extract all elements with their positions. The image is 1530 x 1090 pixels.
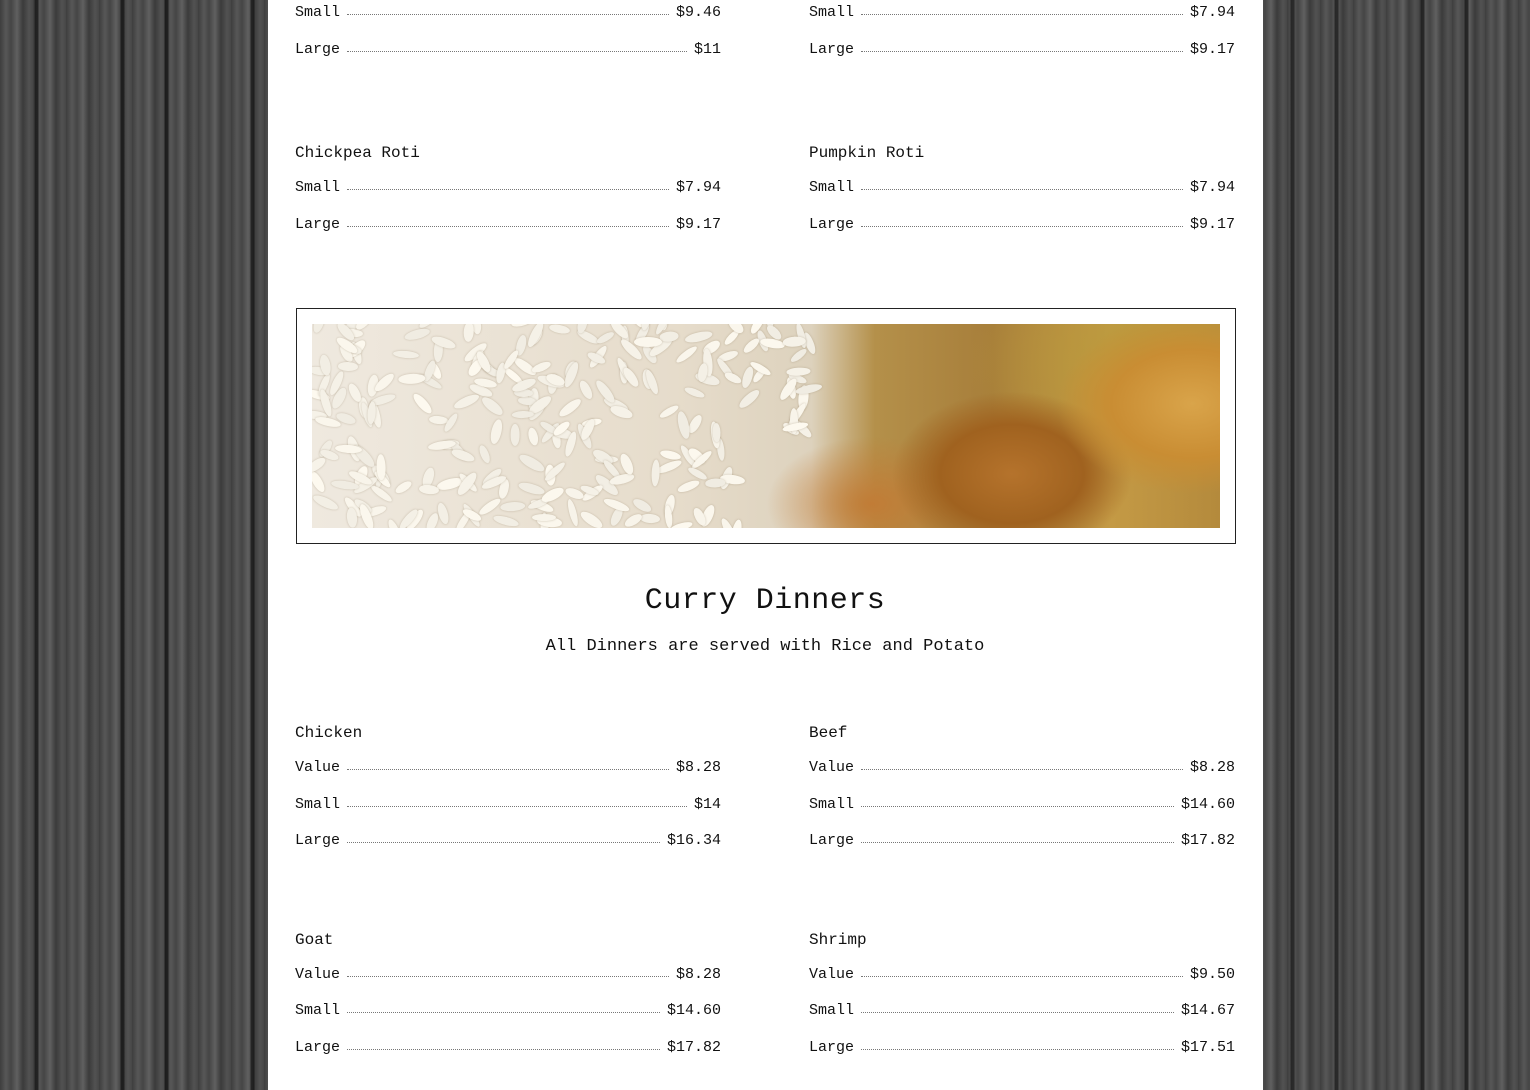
- rice-grain: [392, 350, 418, 359]
- price-value: $7.94: [1189, 4, 1235, 21]
- menu-item-pumpkin-roti: [809, 143, 1235, 250]
- price-value: $9.17: [1189, 40, 1235, 58]
- item-title: Chickpea Roti: [295, 144, 420, 162]
- menu-item-chickpea-roti: [295, 143, 721, 250]
- menu-row: [295, 930, 1235, 1074]
- rice-grain: [312, 469, 327, 493]
- price-row: [809, 214, 1235, 236]
- size-label: Value: [809, 965, 855, 983]
- menu-item-beef: [809, 723, 1235, 867]
- rice-grain: [623, 512, 644, 528]
- size-label: Large: [295, 1038, 341, 1056]
- dot-leader: [347, 793, 687, 807]
- price-row: [809, 2, 1235, 24]
- rice-grain: [337, 361, 357, 370]
- rice-grain: [618, 452, 636, 476]
- rice-grain: [500, 501, 526, 512]
- section-heading: Curry Dinners: [644, 584, 886, 618]
- rice-grain: [477, 443, 492, 464]
- price-row: [295, 757, 721, 779]
- size-label: Value: [295, 965, 341, 983]
- rice-grain: [463, 324, 474, 342]
- rice-grain: [403, 327, 431, 342]
- rice-grain: [737, 387, 762, 410]
- dot-leader: [347, 1036, 660, 1050]
- dot-leader: [861, 999, 1174, 1013]
- rice-grain: [376, 454, 386, 481]
- rice-grain: [397, 373, 425, 384]
- rice-grain: [595, 330, 615, 345]
- roti-section: [295, 0, 1235, 250]
- rice-grain: [526, 324, 546, 349]
- price-row: [809, 1000, 1235, 1022]
- rice-grain: [659, 331, 678, 343]
- dot-leader: [861, 756, 1183, 770]
- size-label: Small: [295, 1002, 341, 1019]
- rice-grain: [675, 344, 699, 365]
- rice-grain: [518, 452, 547, 474]
- curry-dinner-photo: [312, 324, 1220, 528]
- price-row: [809, 757, 1235, 779]
- price-value: $8.28: [675, 759, 721, 776]
- rice-grain: [742, 336, 761, 354]
- dot-leader: [861, 213, 1183, 227]
- price-value: $14.60: [1180, 795, 1235, 813]
- price-row: [809, 964, 1235, 986]
- price-row: [809, 794, 1235, 816]
- price-value: $7.94: [1189, 179, 1235, 196]
- price-row: [809, 39, 1235, 61]
- size-label: Small: [295, 4, 341, 21]
- dot-leader: [347, 829, 660, 843]
- price-row: [295, 964, 721, 986]
- rice-grain: [489, 419, 504, 446]
- price-value: $11: [693, 40, 721, 58]
- price-value: $14.60: [666, 1002, 721, 1019]
- price-row: [809, 830, 1235, 852]
- size-label: Large: [809, 40, 855, 58]
- rice-grain: [557, 396, 583, 419]
- rice-grain: [609, 403, 633, 419]
- size-label: Small: [295, 795, 341, 813]
- rice-grain: [418, 484, 438, 495]
- price-row: [295, 830, 721, 852]
- price-row: [295, 177, 721, 199]
- price-value: $17.51: [1180, 1038, 1235, 1056]
- price-value: $17.82: [666, 1038, 721, 1056]
- item-title: Goat: [295, 930, 334, 949]
- size-label: Small: [809, 1002, 855, 1019]
- menu-item-goat: [295, 930, 721, 1074]
- rice-grain: [452, 392, 480, 411]
- dot-leader: [861, 1036, 1174, 1050]
- menu-item-shrimp: [809, 930, 1235, 1074]
- dot-leader: [861, 793, 1174, 807]
- size-label: Small: [809, 4, 855, 21]
- menu-row: [295, 723, 1235, 867]
- price-value: $16.34: [666, 832, 721, 849]
- price-row: [295, 1000, 721, 1022]
- item-title: Chicken: [295, 724, 363, 742]
- size-label: Large: [809, 215, 855, 233]
- section-subheading: All Dinners are served with Rice and Potato: [545, 637, 985, 656]
- size-label: Large: [809, 1038, 855, 1056]
- dot-leader: [861, 829, 1174, 843]
- rice-grain: [578, 508, 605, 528]
- price-row: [295, 39, 721, 61]
- rice-grain: [631, 497, 653, 515]
- menu-item-right: [809, 0, 1235, 75]
- rice-grain: [684, 329, 713, 344]
- rice-grain: [477, 497, 502, 518]
- menu-row: [295, 143, 1235, 250]
- rice-grain: [634, 337, 662, 347]
- dot-leader: [861, 963, 1183, 977]
- size-label: Value: [809, 759, 855, 776]
- size-label: Small: [809, 179, 855, 196]
- menu-row: [295, 0, 1235, 75]
- menu-page: [268, 0, 1263, 1090]
- rice-grain: [410, 391, 433, 416]
- rice-grain: [683, 386, 705, 400]
- dot-leader: [861, 38, 1183, 52]
- rice-grain: [658, 403, 679, 419]
- item-title: Pumpkin Roti: [809, 144, 925, 162]
- rice-grain: [510, 424, 519, 446]
- rice-grain: [669, 520, 693, 528]
- dot-leader: [861, 1, 1183, 15]
- size-label: Small: [809, 795, 855, 813]
- price-value: $7.94: [675, 179, 721, 196]
- size-label: Large: [295, 215, 341, 233]
- dot-leader: [347, 963, 669, 977]
- dot-leader: [347, 1, 669, 15]
- price-value: $17.82: [1180, 832, 1235, 849]
- rice-grain: [346, 382, 363, 403]
- rice-grain: [640, 513, 660, 524]
- price-value: $8.28: [1189, 759, 1235, 776]
- price-value: $9.17: [675, 215, 721, 233]
- rice-grain: [393, 479, 413, 496]
- rice-grain: [577, 379, 594, 401]
- banner-frame: [296, 308, 1236, 544]
- dot-leader: [347, 38, 687, 52]
- rice-grain: [677, 478, 701, 494]
- rice-grain: [526, 427, 539, 447]
- price-row: [295, 1037, 721, 1059]
- rice-grain: [450, 447, 476, 464]
- price-value: $9.50: [1189, 965, 1235, 983]
- rice-grain: [548, 324, 570, 336]
- item-title: Shrimp: [809, 930, 867, 949]
- size-label: Large: [295, 832, 341, 849]
- dot-leader: [347, 756, 669, 770]
- rice-grain: [312, 493, 340, 513]
- rice-grain: [789, 347, 808, 364]
- rice-grain: [510, 324, 536, 329]
- price-value: $14.67: [1180, 1002, 1235, 1019]
- item-title: Beef: [809, 724, 848, 742]
- curry-dinners-section: [295, 575, 1235, 1073]
- price-value: $14: [693, 795, 721, 813]
- rice-grain: [786, 367, 811, 376]
- rice-grain: [480, 394, 505, 417]
- dot-leader: [347, 176, 669, 190]
- size-label: Large: [295, 40, 341, 58]
- price-row: [295, 2, 721, 24]
- rice-grain: [517, 480, 545, 496]
- rice-grain: [493, 514, 520, 528]
- price-row: [809, 1037, 1235, 1059]
- dot-leader: [861, 176, 1183, 190]
- menu-item-left: [295, 0, 721, 75]
- price-value: $9.46: [675, 4, 721, 21]
- price-row: [295, 214, 721, 236]
- size-label: Large: [809, 832, 855, 849]
- rice-grain: [532, 514, 557, 521]
- price-row: [295, 794, 721, 816]
- menu-item-chicken: [295, 723, 721, 867]
- rice-grain: [312, 324, 327, 334]
- size-label: Value: [295, 759, 341, 776]
- dot-leader: [347, 213, 669, 227]
- price-row: [809, 177, 1235, 199]
- dot-leader: [347, 999, 660, 1013]
- size-label: Small: [295, 179, 341, 196]
- price-value: $9.17: [1189, 215, 1235, 233]
- rice-grain: [723, 370, 743, 385]
- rice-grain: [651, 460, 660, 488]
- rice-grain: [540, 485, 566, 504]
- price-value: $8.28: [675, 965, 721, 983]
- rice-grain: [566, 498, 580, 527]
